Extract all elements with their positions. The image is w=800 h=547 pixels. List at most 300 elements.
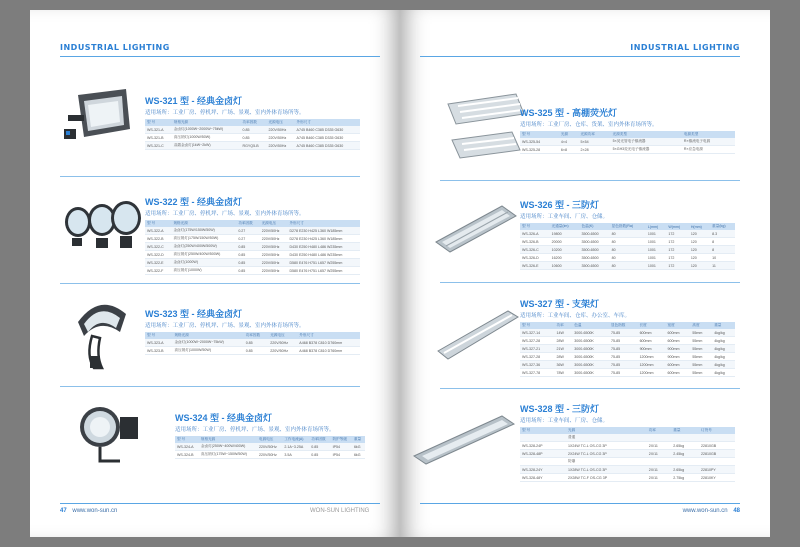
table-cell: WS-324-A: [175, 443, 199, 451]
table-row: [520, 238, 735, 246]
table-cell: 600mm: [666, 361, 691, 369]
ws326-triproof-lamp-image: [432, 202, 520, 260]
product-ws327: [520, 297, 735, 377]
ws324-shielded-lamp-image: [74, 403, 146, 465]
ws324-col-pf: 功率因数: [309, 436, 330, 443]
table-cell: 4kg/kg: [712, 353, 735, 361]
ws322-col-size: 外形尺寸: [287, 220, 360, 227]
ws323-col-model: 型 号: [145, 332, 172, 339]
ws327-col-length: 长度: [638, 322, 666, 329]
table-cell: 0.27: [236, 235, 259, 243]
table-cell: 4kg/kg: [712, 337, 735, 345]
table-cell: 220V/50Hz: [260, 235, 288, 243]
ws327-usage: 适用场所：工业车间、仓库、办公室、车库。: [520, 313, 631, 319]
table-cell: WS-328-24P: [520, 442, 566, 450]
table-row: [145, 227, 360, 235]
table-cell: 4kg/kg: [712, 345, 735, 353]
table-cell: 14W: [555, 329, 573, 337]
ws327-col-height: 高度: [690, 322, 712, 329]
ws325-col-source: 光源: [559, 131, 579, 138]
table-cell: WS-324-B: [175, 451, 199, 459]
table-cell: 8: [710, 238, 735, 246]
table-cell: IP54: [331, 451, 352, 459]
ws326-col-length: L(mm): [646, 223, 667, 230]
table-cell: 2X/11: [647, 466, 672, 474]
ws322-col-model: 型 号: [145, 220, 171, 227]
ws324-col-ip: 防护等级: [331, 436, 352, 443]
table-cell: 5×荧光管电子镇流器: [611, 138, 682, 146]
ws326-col-model: 型 号: [520, 223, 550, 230]
table-row: [520, 254, 735, 262]
table-cell: 600mm: [666, 329, 691, 337]
table-cell: 220V/50Hz: [266, 126, 294, 134]
right-brand-header: INDUSTRIAL LIGHTING: [630, 43, 740, 52]
table-cell: WS-326-E: [520, 262, 550, 270]
table-cell: 80: [610, 230, 646, 238]
section-divider: [440, 180, 740, 181]
table-cell: RGYQ5-B: [240, 142, 266, 150]
table-cell: WS-322-B: [145, 235, 171, 243]
table-cell: 0.85: [244, 339, 269, 347]
table-row: [520, 353, 735, 361]
table-cell: 75-85: [609, 361, 638, 369]
table-cell: 75-85: [609, 353, 638, 361]
ws324-col-model: 型 号: [175, 436, 199, 443]
table-cell: 3500-6500: [579, 262, 609, 270]
table-cell: WS-323-B: [145, 347, 172, 355]
table-cell: [520, 458, 566, 466]
table-cell: 2.65kg: [671, 442, 699, 450]
table-cell: [699, 434, 735, 442]
table-cell: 220V/50Hz: [268, 347, 297, 355]
table-cell: 1001: [646, 238, 667, 246]
ws323-usage: 适用场所：工业厂房、停机坪、广场、景观、室内外体育场所等。: [145, 323, 305, 329]
table-cell: D278 E230 H425 L360 W185mm: [287, 235, 360, 243]
table-cell: [647, 434, 672, 442]
table-row: [145, 339, 360, 347]
ws323-col-voltage: 光源电压: [268, 332, 297, 339]
table-cell: 4kg/kg: [712, 369, 735, 377]
ws326-col-cri: 显色指数(Ra): [610, 223, 646, 230]
table-cell: 1X28W TC-L OS-CG 3P: [566, 466, 647, 474]
table-cell: 8: [710, 246, 735, 254]
table-cell: 3500-6500: [579, 254, 609, 262]
table-cell: 0.85: [244, 347, 269, 355]
table-row: [520, 230, 735, 238]
table-cell: 0.85: [236, 267, 259, 275]
table-cell: 4×4: [559, 138, 579, 146]
table-cell: 600mm: [638, 329, 666, 337]
table-cell: 80: [610, 254, 646, 262]
table-cell: 1001: [646, 262, 667, 270]
table-cell: 金卤灯(250W~400W/400W): [199, 443, 257, 451]
table-cell: 55mm: [690, 329, 712, 337]
ws321-col-model: 型 号: [145, 119, 172, 126]
table-cell: 3000-6500K: [572, 369, 609, 377]
table-cell: [671, 458, 699, 466]
table-cell: 3500-6500: [579, 238, 609, 246]
ws324-col-source: 规格光源: [199, 436, 257, 443]
table-row: [520, 262, 735, 270]
table-cell: 3000-6500K: [572, 345, 609, 353]
table-cell: WS-322-C: [145, 243, 171, 251]
table-cell: 10: [710, 254, 735, 262]
table-cell: [671, 434, 699, 442]
table-cell: WS-321-A: [145, 126, 172, 134]
table-cell: 10600: [550, 262, 580, 270]
table-cell: 16200: [550, 254, 580, 262]
product-ws328: [520, 402, 735, 482]
table-cell: WS-327-78: [520, 369, 555, 377]
table-cell: 金卤灯(250W/400W/500W): [171, 243, 236, 251]
ws321-spec-table: [145, 119, 360, 150]
table-cell: 172: [666, 254, 688, 262]
table-cell: 75-85: [609, 369, 638, 377]
table-cell: 3000-6500K: [572, 337, 609, 345]
table-cell: 20000: [550, 238, 580, 246]
table-cell: WS-322-E: [145, 259, 171, 267]
left-footer: [60, 508, 117, 514]
product-ws326: [520, 198, 735, 270]
table-cell: 2.65kg: [671, 466, 699, 474]
ws328-usage: 适用场所：工业车间、厂房、仓储。: [520, 418, 609, 424]
ws328-col-source: 光源: [566, 427, 647, 434]
table-cell: 高压钠灯(1000W): [171, 267, 236, 275]
table-cell: 28W: [555, 337, 573, 345]
table-row: [145, 142, 360, 150]
table-cell: 120: [689, 254, 710, 262]
table-cell: 2X28W TC-F OS-CG 3P: [566, 474, 647, 482]
left-footer-rule: [60, 503, 380, 504]
table-cell: [699, 458, 735, 466]
ws327-col-weight: 重量: [712, 322, 735, 329]
ws327-col-width: 宽度: [666, 322, 691, 329]
table-cell: 22810KY: [699, 474, 735, 482]
table-cell: 19800: [550, 230, 580, 238]
table-cell: IP54: [331, 443, 352, 451]
left-header-rule: [60, 56, 380, 57]
ws325-spec-table: [520, 131, 735, 154]
table-cell: 金卤灯(1000W~2000W~75kW): [172, 126, 241, 134]
table-cell: WS-327-14: [520, 329, 555, 337]
ws325-col-power: 光源功率: [578, 131, 610, 138]
table-cell: 220V/50Hz: [260, 251, 288, 259]
table-cell: 金卤灯(175W/150W/50W): [171, 227, 236, 235]
table-cell: 1200mm: [638, 361, 666, 369]
ws328-waterproof-lamp-image: [410, 410, 518, 466]
table-cell: 55mm: [690, 353, 712, 361]
table-cell: 900mm: [638, 345, 666, 353]
ws322-spotlights-image: [58, 198, 144, 254]
right-footer-rule: [420, 503, 740, 504]
table-cell: 0.85: [240, 134, 266, 142]
table-cell: 0.85: [236, 243, 259, 251]
table-cell: 55mm: [690, 345, 712, 353]
table-cell: 172: [666, 262, 688, 270]
table-row: [520, 246, 735, 254]
table-cell: 2.1A~3.25A: [282, 443, 309, 451]
ws325-col-model: 型 号: [520, 131, 559, 138]
table-row: [520, 337, 735, 345]
table-cell: 2.75kg: [671, 474, 699, 482]
ws321-floodlight-image: [60, 85, 132, 145]
ws327-title: WS-327 型 - 支架灯: [520, 299, 600, 309]
table-row: [520, 369, 735, 377]
right-page: [400, 10, 770, 537]
ws328-col-weight: 重量: [671, 427, 699, 434]
table-row: [145, 347, 360, 355]
product-ws325: [520, 106, 735, 154]
table-cell: 36W: [555, 361, 573, 369]
table-cell: 2.45kg: [671, 450, 699, 458]
table-cell: 900mm: [666, 345, 691, 353]
table-cell: 3000-6500K: [572, 329, 609, 337]
ws326-spec-table: [520, 223, 735, 270]
ws328-spec-table: [520, 427, 735, 482]
table-cell: WS-328-48P: [520, 450, 566, 458]
ws323-col-source: 规格光源: [172, 332, 243, 339]
section-divider: [440, 388, 740, 389]
table-cell: WS-322-D: [145, 251, 171, 259]
ws322-title: WS-322 型 - 经典金卤灯: [145, 197, 243, 207]
table-cell: 120: [689, 238, 710, 246]
table-row: [520, 458, 735, 466]
table-row: [145, 267, 360, 275]
table-row: [520, 361, 735, 369]
table-row: [520, 450, 735, 458]
table-cell: 900mm: [666, 353, 691, 361]
table-cell: 120: [689, 262, 710, 270]
ws324-usage: 适用场所：工业厂房、停机坪、广场、景观、室内外体育场所等。: [175, 427, 335, 433]
ws326-usage: 适用场所：工业车间、厂房、仓储。: [520, 214, 609, 220]
left-page-number: 47: [60, 508, 67, 514]
ws323-col-size: 外形尺寸: [297, 332, 360, 339]
table-cell: D430 E250 H480 L486 W235mm: [287, 251, 360, 259]
ws328-col-order: 订货号: [699, 427, 735, 434]
table-cell: R×镇流电子电源: [682, 138, 735, 146]
table-cell: 220V/50Hz: [260, 259, 288, 267]
ws325-usage: 适用场所：工业厂房、仓库、货架、室内外体育场所等。: [520, 122, 658, 128]
ws327-batten-fixture-image: [434, 307, 522, 363]
ws324-col-weight: 重量: [352, 436, 365, 443]
table-cell: WS-327-28: [520, 353, 555, 361]
ws324-title: WS-324 型 - 经典金卤灯: [175, 413, 273, 423]
product-ws323: [145, 307, 360, 355]
table-cell: 220V/50Hz: [260, 243, 288, 251]
table-cell: 75-85: [609, 337, 638, 345]
table-cell: 75-85: [609, 345, 638, 353]
ws328-col-power: 功率: [647, 427, 672, 434]
table-cell: WS-326-C: [520, 246, 550, 254]
ws328-col-model: 型 号: [520, 427, 566, 434]
table-cell: WS-328-24Y: [520, 466, 566, 474]
table-cell: WS-323-A: [145, 339, 172, 347]
ws321-col-pf: 功率因数: [240, 119, 266, 126]
table-cell: [647, 458, 672, 466]
section-divider: [60, 283, 360, 284]
ws324-col-voltage: 电源电压: [257, 436, 282, 443]
left-brand-header: INDUSTRIAL LIGHTING: [60, 43, 170, 52]
ws322-spec-table: [145, 220, 360, 275]
table-row: [145, 251, 360, 259]
table-cell: 6×8: [559, 146, 579, 154]
table-row: [145, 134, 360, 142]
table-cell: 1200mm: [638, 353, 666, 361]
table-row: [520, 442, 735, 450]
section-divider: [60, 386, 360, 387]
right-footer: [683, 508, 740, 514]
table-cell: 8.3: [710, 230, 735, 238]
ws326-col-width: W(mm): [666, 223, 688, 230]
table-cell: 0.27: [236, 227, 259, 235]
table-cell: 普通: [566, 434, 647, 442]
ws321-title: WS-321 型 - 经典金卤灯: [145, 96, 243, 106]
ws324-spec-table: [175, 436, 365, 459]
table-cell: 22810PY: [699, 466, 735, 474]
table-cell: 28W: [555, 353, 573, 361]
table-cell: 78W: [555, 369, 573, 377]
table-cell: 6kG: [352, 443, 365, 451]
ws322-usage: 适用场所：工业厂房、停机坪、广场、景观、室内外体育场所等。: [145, 211, 305, 217]
table-cell: WS-326-D: [520, 254, 550, 262]
table-cell: WS-326-A: [520, 230, 550, 238]
table-cell: D580 E476 H751 L657 W255mm: [287, 267, 360, 275]
table-cell: 75-85: [609, 329, 638, 337]
table-cell: 2X24W TC-L OS-CG 3P: [566, 450, 647, 458]
table-cell: 120: [689, 246, 710, 254]
left-company-name: WON-SUN LIGHTING: [310, 508, 370, 514]
right-website: www.won-sun.cn: [682, 508, 728, 514]
table-cell: 2X/11: [647, 442, 672, 450]
table-cell: 220V/50Hz: [257, 443, 282, 451]
table-cell: 0.85: [309, 443, 330, 451]
table-cell: WS-327-36: [520, 361, 555, 369]
table-cell: 55mm: [690, 337, 712, 345]
table-cell: WS-327-28: [520, 337, 555, 345]
table-cell: 双端金卤灯(1kW~2kW): [172, 142, 241, 150]
table-cell: 2X/11: [647, 474, 672, 482]
table-cell: 220V/50Hz: [260, 267, 288, 275]
table-cell: 5×GH3荧光电子镇流器: [611, 146, 682, 154]
table-cell: 2X/11: [647, 450, 672, 458]
table-cell: 22810GB: [699, 442, 735, 450]
ws327-spec-table: [520, 322, 735, 377]
table-cell: D278 E230 H425 L360 W185mm: [287, 227, 360, 235]
table-cell: 10200: [550, 246, 580, 254]
ws322-col-source: 规格光源: [171, 220, 236, 227]
ws322-col-pf: 功率因数: [236, 220, 259, 227]
table-cell: 3500-6500: [579, 246, 609, 254]
product-ws321: [145, 94, 360, 150]
table-cell: A745 B460 C385 D335 G630: [295, 142, 360, 150]
ws328-title: WS-328 型 - 三防灯: [520, 404, 600, 414]
table-cell: 4kg/kg: [712, 329, 735, 337]
table-cell: 22810GB: [699, 450, 735, 458]
ws321-col-size: 外形尺寸: [295, 119, 360, 126]
table-row: [145, 243, 360, 251]
left-website: www.won-sun.cn: [72, 508, 118, 514]
ws326-col-height: H(mm): [689, 223, 710, 230]
table-cell: 600mm: [666, 369, 691, 377]
table-cell: WS-325-54: [520, 138, 559, 146]
product-ws322: [145, 195, 360, 275]
table-row: [520, 146, 735, 154]
table-cell: 172: [666, 230, 688, 238]
table-row: [175, 451, 365, 459]
table-cell: WS-327-21: [520, 345, 555, 353]
table-cell: 220V/50Hz: [268, 339, 297, 347]
left-page: [30, 10, 400, 537]
table-cell: 高压钠灯(1000W/50W): [172, 347, 243, 355]
table-cell: 220V/50Hz: [266, 134, 294, 142]
table-row: [520, 345, 735, 353]
table-row: [145, 126, 360, 134]
table-cell: 1001: [646, 246, 667, 254]
section-divider: [60, 176, 360, 177]
table-cell: 21W: [555, 345, 573, 353]
table-cell: 3000-6500K: [572, 361, 609, 369]
table-cell: R×应急电源: [682, 146, 735, 154]
ws323-spec-table: [145, 332, 360, 355]
ws327-col-cct: 色温: [572, 322, 609, 329]
table-cell: D580 E476 H751 L657 W255mm: [287, 259, 360, 267]
table-cell: 1001: [646, 230, 667, 238]
section-divider: [440, 282, 740, 283]
table-cell: 金卤灯(1000W): [171, 259, 236, 267]
table-cell: 防爆: [566, 458, 647, 466]
right-page-number: 48: [733, 508, 740, 514]
table-cell: WS-321-B: [145, 134, 172, 142]
table-cell: 220V/50Hz: [257, 451, 282, 459]
table-cell: 3500-6500: [579, 230, 609, 238]
table-cell: 5×54: [578, 138, 610, 146]
ws326-col-cct: 色温(K): [579, 223, 609, 230]
ws321-usage: 适用场所：工业厂房、停机坪、广场、景观、室内外体育场所等。: [145, 110, 305, 116]
table-cell: WS-328-48Y: [520, 474, 566, 482]
right-header-rule: [420, 56, 740, 57]
ws325-col-supply: 电源类型: [682, 131, 735, 138]
table-cell: 金卤灯(1000W~2000W~75kW): [172, 339, 243, 347]
table-cell: 80: [610, 246, 646, 254]
table-cell: 55mm: [690, 369, 712, 377]
ws323-col-pf: 功率因数: [244, 332, 269, 339]
table-cell: 80: [610, 238, 646, 246]
ws327-col-power: 功率: [555, 322, 573, 329]
table-cell: 80: [610, 262, 646, 270]
ws325-col-type: 光源类型: [611, 131, 682, 138]
table-cell: 11: [710, 262, 735, 270]
ws326-col-lumen: 光通量(lm): [550, 223, 580, 230]
table-cell: WS-321-C: [145, 142, 172, 150]
table-cell: A745 B460 C385 D335 G630: [295, 126, 360, 134]
table-cell: A745 B460 C385 D335 G630: [295, 134, 360, 142]
ws321-col-voltage: 光源电压: [266, 119, 294, 126]
ws326-col-weight: 重量(kg): [710, 223, 735, 230]
table-cell: 0.85: [240, 126, 266, 134]
table-row: [520, 329, 735, 337]
table-row: [145, 235, 360, 243]
ws325-fluorescent-fixture-image: [438, 92, 530, 170]
ws327-col-model: 型 号: [520, 322, 555, 329]
table-cell: 0.85: [236, 259, 259, 267]
table-row: [520, 138, 735, 146]
ws325-title: WS-325 型 - 高棚荧光灯: [520, 108, 618, 118]
table-cell: 3.5A: [282, 451, 309, 459]
ws327-col-cri: 显色指数: [609, 322, 638, 329]
ws322-col-voltage: 光源电压: [260, 220, 288, 227]
table-cell: 1001: [646, 254, 667, 262]
ws324-col-current: 工作电流(A): [282, 436, 309, 443]
